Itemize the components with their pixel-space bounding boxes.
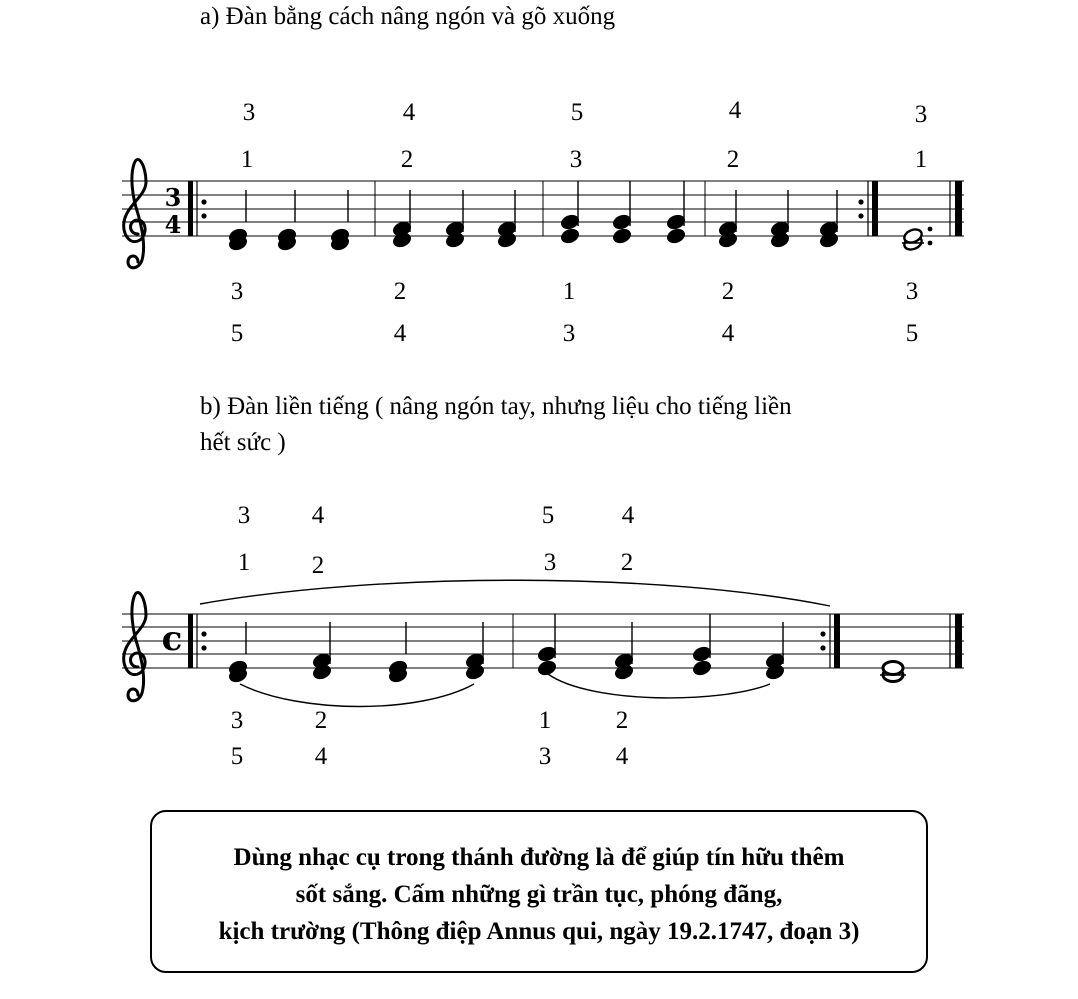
time-sig-a-bottom: 4 bbox=[164, 210, 182, 239]
finger-b-above-2-top: 4 bbox=[311, 502, 325, 529]
finger-b-above-2-bottom: 2 bbox=[311, 552, 325, 579]
finger-a-above-4-top: 4 bbox=[728, 97, 742, 124]
finger-a-above-5-top: 3 bbox=[914, 101, 928, 128]
finger-b-below-1-top: 3 bbox=[230, 707, 244, 734]
notes-a-final bbox=[902, 227, 932, 252]
finger-a-below-4-top: 2 bbox=[721, 278, 735, 305]
notes-b-m1 bbox=[228, 622, 485, 684]
finger-b-above-1-top: 3 bbox=[237, 502, 251, 529]
staff-b bbox=[122, 580, 964, 706]
finger-a-below-4-bottom: 4 bbox=[721, 320, 735, 347]
finger-a-above-1-top: 3 bbox=[242, 99, 256, 126]
finger-a-below-3-top: 1 bbox=[562, 278, 576, 305]
finger-a-below-2-top: 2 bbox=[393, 278, 407, 305]
notes-b-m2 bbox=[537, 614, 785, 681]
time-sig-b: c bbox=[161, 619, 183, 659]
finger-a-above-2-top: 4 bbox=[402, 99, 416, 126]
finger-a-below-1-top: 3 bbox=[230, 278, 244, 305]
finger-a-above-3-bottom: 3 bbox=[569, 146, 583, 173]
quote-line-1: Dùng nhạc cụ trong thánh đường là để giúp tín hữu thêm bbox=[233, 844, 845, 871]
finger-b-above-1-bottom: 1 bbox=[237, 549, 251, 576]
finger-a-above-5-bottom: 1 bbox=[914, 146, 928, 173]
finger-a-above-4-bottom: 2 bbox=[726, 146, 740, 173]
slur-below-b-2 bbox=[548, 674, 770, 698]
section-b-caption-line1: b) Đàn liền tiếng ( nâng ngón tay, nhưng liệu cho tiếng liền bbox=[200, 393, 792, 420]
finger-b-below-4-bottom: 4 bbox=[615, 743, 629, 770]
finger-a-above-1-bottom: 1 bbox=[240, 146, 254, 173]
slur-above-b bbox=[200, 580, 830, 606]
treble-clef-icon-b bbox=[124, 592, 146, 700]
finger-a-below-5-top: 3 bbox=[905, 278, 919, 305]
quote-box bbox=[150, 810, 928, 973]
finger-a-below-3-bottom: 3 bbox=[562, 320, 576, 347]
time-sig-a-top: 3 bbox=[164, 183, 182, 212]
finger-b-below-3-bottom: 3 bbox=[538, 743, 552, 770]
finger-b-below-4-top: 2 bbox=[615, 707, 629, 734]
notes-a-m2 bbox=[392, 190, 517, 249]
finger-b-below-2-bottom: 4 bbox=[314, 743, 328, 770]
finger-b-above-3-top: 5 bbox=[541, 502, 555, 529]
notes-b-final bbox=[880, 662, 906, 682]
finger-a-below-1-bottom: 5 bbox=[230, 320, 244, 347]
section-a-caption: a) Đàn bằng cách nâng ngón và gõ xuống bbox=[200, 3, 616, 30]
finger-b-above-4-bottom: 2 bbox=[620, 549, 634, 576]
finger-a-above-3-top: 5 bbox=[570, 99, 584, 126]
slur-below-b-1 bbox=[240, 684, 474, 707]
quote-line-3: kịch trường (Thông điệp Annus qui, ngày 19.2.1747, đoạn 3) bbox=[218, 918, 860, 945]
finger-a-above-2-bottom: 2 bbox=[400, 146, 414, 173]
notes-a-m4 bbox=[718, 190, 839, 249]
finger-b-below-2-top: 2 bbox=[314, 707, 328, 734]
finger-b-above-4-top: 4 bbox=[621, 502, 635, 529]
treble-clef-icon-a bbox=[124, 159, 146, 267]
finger-b-below-1-bottom: 5 bbox=[230, 743, 244, 770]
finger-b-below-3-top: 1 bbox=[538, 707, 552, 734]
section-b-caption-line2: hết sức ) bbox=[200, 429, 286, 456]
staff-a bbox=[122, 159, 964, 267]
finger-b-above-3-bottom: 3 bbox=[543, 549, 557, 576]
notes-a-m1 bbox=[228, 190, 350, 252]
finger-a-below-2-bottom: 4 bbox=[393, 320, 407, 347]
finger-a-below-5-bottom: 5 bbox=[905, 320, 919, 347]
quote-line-2: sốt sắng. Cấm những gì trần tục, phóng đãng, bbox=[295, 881, 783, 908]
notes-a-m3 bbox=[560, 181, 686, 245]
